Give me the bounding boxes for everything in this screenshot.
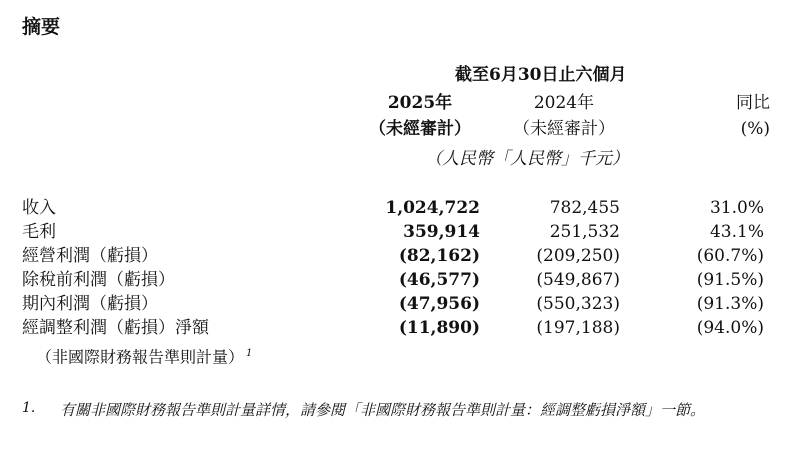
row-label-operating-profit: 經營利潤（虧損） bbox=[22, 246, 158, 266]
row-value-change: 43.1% bbox=[709, 222, 764, 242]
row-label-profit-before-tax: 除稅前利潤（虧損） bbox=[22, 270, 175, 290]
row-value-2025: 1,024,722 bbox=[385, 198, 480, 218]
row-value-2024: 782,455 bbox=[549, 198, 620, 218]
non-ifrs-sublabel-text: （非國際財務報告準則計量） bbox=[36, 347, 245, 367]
currency-note: （人民幣「人民幣」千元） bbox=[425, 149, 629, 169]
non-ifrs-sublabel bbox=[36, 343, 252, 368]
row-label-gross-profit: 毛利 bbox=[22, 222, 56, 242]
col-change-unit: (%) bbox=[740, 119, 770, 139]
row-value-2025: (11,890) bbox=[398, 318, 480, 338]
row-value-2024: (549,867) bbox=[536, 270, 620, 290]
section-title: 摘要 bbox=[22, 16, 61, 38]
footnote-ref: 1 bbox=[246, 348, 253, 359]
row-value-2025: (46,577) bbox=[398, 270, 480, 290]
row-value-2024: (209,250) bbox=[536, 246, 620, 266]
row-label-profit-for-period: 期內利潤（虧損） bbox=[22, 294, 158, 314]
row-value-change: 31.0% bbox=[709, 198, 764, 218]
row-value-2025: 359,914 bbox=[403, 222, 480, 242]
row-value-change: (94.0%) bbox=[696, 318, 764, 338]
row-value-2024: 251,532 bbox=[549, 222, 620, 242]
col-change-header: 同比 bbox=[736, 93, 770, 113]
col-2025-year: 2025年 bbox=[387, 93, 453, 113]
row-value-change: (91.5%) bbox=[696, 270, 764, 290]
row-label-revenue: 收入 bbox=[22, 198, 56, 218]
row-value-2025: (82,162) bbox=[398, 246, 480, 266]
col-2024-note: （未經審計） bbox=[513, 119, 615, 139]
row-value-change: (91.3%) bbox=[696, 294, 764, 314]
row-value-2024: (197,188) bbox=[536, 318, 620, 338]
row-value-2024: (550,323) bbox=[536, 294, 620, 314]
row-value-change: (60.7%) bbox=[696, 246, 764, 266]
row-value-2025: (47,956) bbox=[398, 294, 480, 314]
footnote-number: 1. bbox=[22, 400, 36, 416]
period-header: 截至6月30日止六個月 bbox=[455, 65, 627, 85]
footnote-text: 有關非國際財務報告準則計量詳情，請參閱「非國際財務報告準則計量：經調整虧損淨額」一節。 bbox=[60, 401, 706, 419]
row-label-adjusted-net: 經調整利潤（虧損）淨額 bbox=[22, 318, 209, 338]
col-2025-note: （未經審計） bbox=[369, 119, 471, 139]
col-2024-year: 2024年 bbox=[533, 93, 595, 113]
